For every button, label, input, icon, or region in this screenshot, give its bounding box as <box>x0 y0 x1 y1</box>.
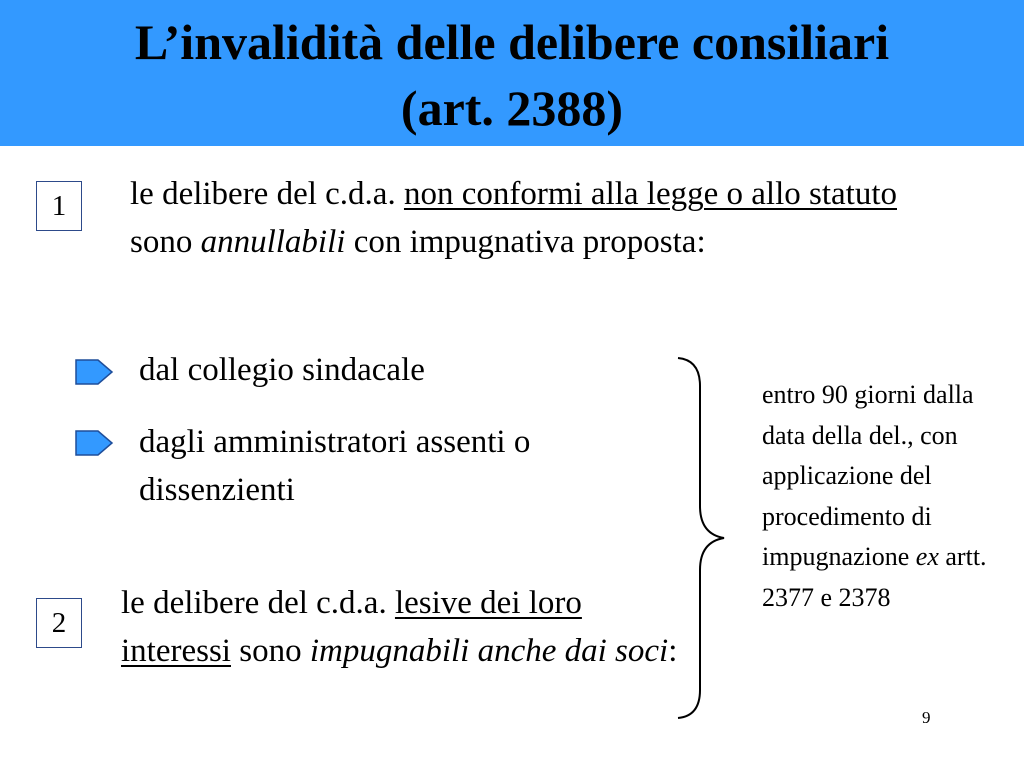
title-bar <box>0 0 1024 146</box>
side-note-italic: ex <box>915 542 939 571</box>
section-2-text-b: sono <box>230 633 310 669</box>
section-2-underlined: lesive dei loro interessi <box>121 585 582 669</box>
section-1-text <box>130 170 960 266</box>
section-2-text-c: : <box>668 633 678 669</box>
slide-title-line-1: L’invalidità delle delibere consiliari <box>134 14 890 70</box>
section-1-text-b: sono <box>130 224 201 260</box>
section-1-number-box: 1 <box>36 181 82 231</box>
side-note <box>762 375 1022 618</box>
right-brace-icon <box>670 356 730 720</box>
section-2-italic: impugnabili anche dai soci <box>309 633 669 669</box>
bullet-collegio-sindacale: dal collegio sindacale <box>139 352 425 388</box>
side-note-text-a: entro 90 giorni dalla data della del., con applicazione del procedimento di impugnazione <box>762 380 974 571</box>
section-2-number-box: 2 <box>36 598 82 648</box>
section-1-underlined: non conformi alla legge o allo statuto <box>403 176 897 212</box>
arrow-right-icon <box>74 423 114 463</box>
section-1-italic: annullabili <box>200 224 346 260</box>
side-note-text-b: artt. 2377 e 2378 <box>762 542 987 612</box>
bullet-amministratori: dagli amministratori assenti o dissenzienti <box>139 424 531 508</box>
section-2-text <box>121 579 681 675</box>
page-number: 9 <box>922 708 931 727</box>
section-1-text-c: con impugnativa proposta: <box>345 224 706 260</box>
arrow-right-icon <box>74 352 114 392</box>
section-1-text-a: le delibere del c.d.a. <box>130 176 404 212</box>
section-2-text-a: le delibere del c.d.a. <box>121 585 395 621</box>
slide-title-line-2: (art. 2388) <box>400 80 624 136</box>
